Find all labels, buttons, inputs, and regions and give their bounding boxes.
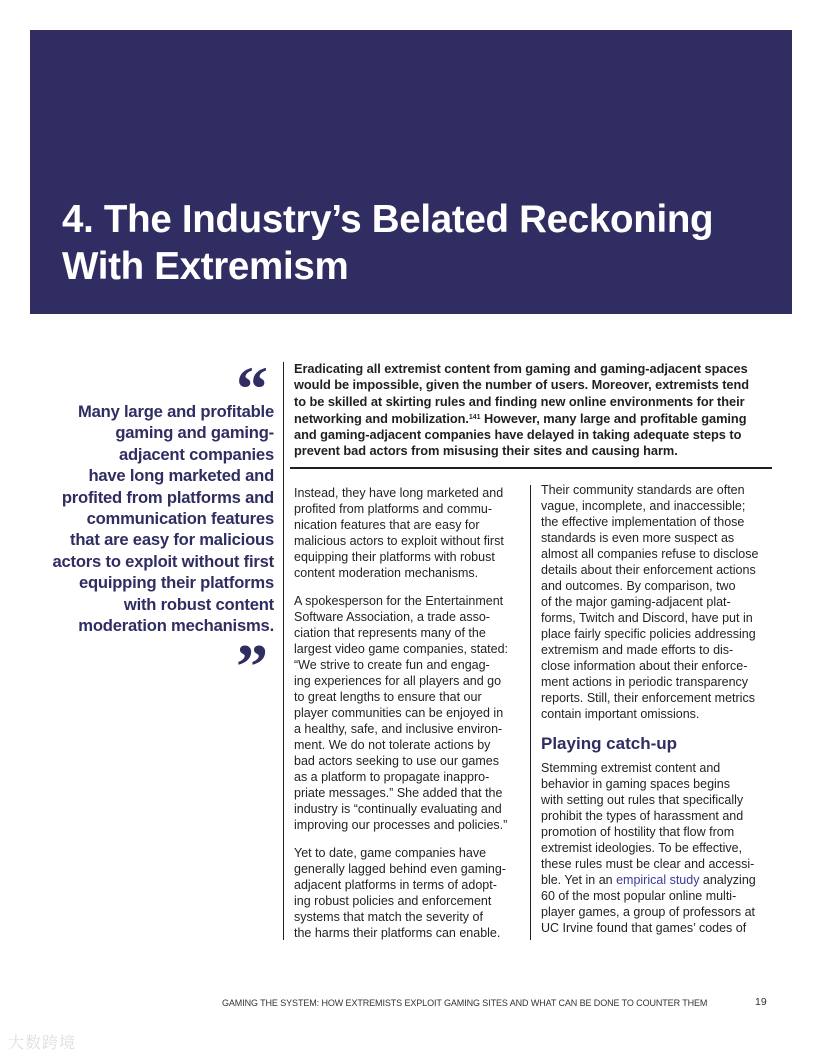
text-line: ment actions in periodic transparency: [541, 675, 749, 689]
text-line: UC Irvine found that games’ codes of: [541, 921, 747, 935]
pull-quote-line: with robust content: [123, 594, 274, 614]
horizontal-divider: [290, 467, 772, 469]
text-line: the effective implementation of those: [541, 515, 745, 529]
text-line: Their community standards are often: [541, 483, 745, 497]
pull-quote-line: equipping their platforms: [78, 573, 274, 593]
intro-line: and gaming-adjacent companies have delayed in taking adequate steps to: [294, 427, 742, 443]
text-line: details about their enforcement actions: [541, 563, 756, 577]
text: analyzing: [699, 873, 756, 887]
running-footer: GAMING THE SYSTEM: HOW EXTREMISTS EXPLOIT GAMING SITES AND WHAT CAN BE DONE TO COUNTER THEM: [222, 998, 708, 1008]
text-line: [541, 872, 758, 888]
intro-line: prevent bad actors from misusing their sites and causing harm.: [294, 443, 678, 459]
text-line: nication features that are easy for: [294, 518, 480, 532]
chapter-title: [62, 196, 713, 290]
text-line: place fairly specific policies addressing: [541, 627, 756, 641]
intro-line: Eradicating all extremist content from gaming and gaming-adjacent spaces: [294, 361, 748, 376]
open-quote-icon: “: [236, 353, 268, 424]
text-line: bad actors seeking to use our games: [294, 754, 499, 768]
text-line: extremism and made efforts to dis-: [541, 643, 734, 657]
footnote-marker[interactable]: 141: [468, 413, 481, 421]
text-line: extremist ideologies. To be effective,: [541, 841, 743, 855]
text-line: of the major gaming-adjacent plat-: [541, 595, 731, 609]
body-column-1: [294, 485, 508, 953]
empirical-study-link[interactable]: empirical study: [616, 873, 700, 887]
text-line: Stemming extremist content and: [541, 761, 721, 775]
vertical-divider: [283, 362, 284, 940]
text: ble. Yet in an: [541, 873, 617, 887]
text-line: player communities can be enjoyed in: [294, 706, 504, 720]
intro-text: However, many large and profitable gaming: [483, 410, 747, 426]
text-line: with setting out rules that specifically: [541, 793, 744, 807]
pull-quote-line: moderation mechanisms.: [78, 616, 274, 636]
paragraph: [541, 760, 758, 936]
chapter-title-line: With Extremism: [62, 245, 349, 288]
text-line: prohibit the types of harassment and: [541, 809, 744, 823]
chapter-title-line: 4. The Industry’s Belated Reckoning: [62, 198, 714, 241]
text-line: close information about their enforce-: [541, 659, 748, 673]
text-line: behavior in gaming spaces begins: [541, 777, 731, 791]
text-line: ment. We do not tolerate actions by: [294, 738, 491, 752]
text-line: as a platform to propagate inappro-: [294, 770, 490, 784]
section-heading: Playing catch-up: [541, 734, 678, 753]
text-line: largest video game companies, stated:: [294, 642, 509, 656]
text-line: profited from platforms and commu-: [294, 502, 492, 516]
close-quote-icon: ”: [236, 631, 268, 702]
text-line: priate messages.” She added that the: [294, 786, 503, 800]
intro-line: would be impossible, given the number of users. Moreover, extremists tend: [294, 377, 750, 393]
pull-quote-line: adjacent companies: [118, 444, 274, 464]
body-column-2: [541, 482, 758, 948]
text-line: standards is even more suspect as: [541, 531, 735, 545]
text-line: promotion of hostility that flow from: [541, 825, 735, 839]
text-line: ing experiences for all players and go: [294, 674, 502, 688]
text-line: generally lagged behind even gaming-: [294, 862, 506, 876]
pull-quote-line: that are easy for malicious: [70, 530, 274, 550]
text-line: industry is “continually evaluating and: [294, 802, 502, 816]
paragraph: [294, 485, 508, 581]
chapter-banner: [30, 30, 792, 314]
intro-line: to be skilled at skirting rules and finding new online environments for their: [294, 393, 745, 409]
text-line: equipping their platforms with robust: [294, 550, 495, 564]
text-line: contain important omissions.: [541, 707, 700, 721]
pull-quote-line: have long marketed and: [88, 466, 274, 486]
text-line: and outcomes. By comparison, two: [541, 579, 736, 593]
text-line: ciation that represents many of the: [294, 626, 486, 640]
text-line: forms, Twitch and Discord, have put in: [541, 611, 753, 625]
text-line: Instead, they have long marketed and: [294, 486, 504, 500]
text-line: these rules must be clear and accessi-: [541, 857, 755, 871]
text-line: Yet to date, game companies have: [294, 846, 487, 860]
paragraph: [294, 593, 508, 833]
text-line: systems that match the severity of: [294, 910, 483, 924]
text-line: 60 of the most popular online multi-: [541, 889, 737, 903]
pull-quote-line: Many large and profitable: [77, 402, 274, 421]
paragraph: [294, 845, 508, 941]
text-line: malicious actors to exploit without first: [294, 534, 504, 548]
pull-quote-line: communication features: [86, 509, 274, 529]
pull-quote-line: actors to exploit without first: [52, 551, 274, 571]
text-line: reports. Still, their enforcement metrics: [541, 691, 755, 705]
intro-paragraph: [294, 361, 749, 460]
text-line: content moderation mechanisms.: [294, 566, 479, 580]
watermark: 大数跨境: [8, 1035, 77, 1052]
intro-text: networking and mobilization.: [294, 410, 469, 426]
text-line: Software Association, a trade asso-: [294, 610, 490, 624]
text-line: player games, a group of professors at: [541, 905, 756, 919]
pull-quote: [52, 401, 274, 636]
text-line: ing robust policies and enforcement: [294, 894, 492, 908]
page-number: 19: [755, 996, 767, 1008]
column-divider: [530, 485, 531, 940]
text-line: almost all companies refuse to disclose: [541, 547, 759, 561]
text-line: vague, incomplete, and inaccessible;: [541, 499, 746, 513]
paragraph: [541, 482, 758, 722]
text-line: “We strive to create fun and engag-: [294, 658, 490, 672]
text-line: A spokesperson for the Entertainment: [294, 594, 504, 608]
text-line: adjacent platforms in terms of adopt-: [294, 878, 497, 892]
text-line: improving our processes and policies.”: [294, 818, 508, 832]
text-line: the harms their platforms can enable.: [294, 926, 501, 940]
pull-quote-line: gaming and gaming-: [115, 423, 274, 443]
pull-quote-line: profited from platforms and: [61, 487, 274, 507]
intro-line: [294, 410, 749, 427]
text-line: to great lengths to ensure that our: [294, 690, 482, 704]
text-line: a healthy, safe, and inclusive environ-: [294, 722, 503, 736]
